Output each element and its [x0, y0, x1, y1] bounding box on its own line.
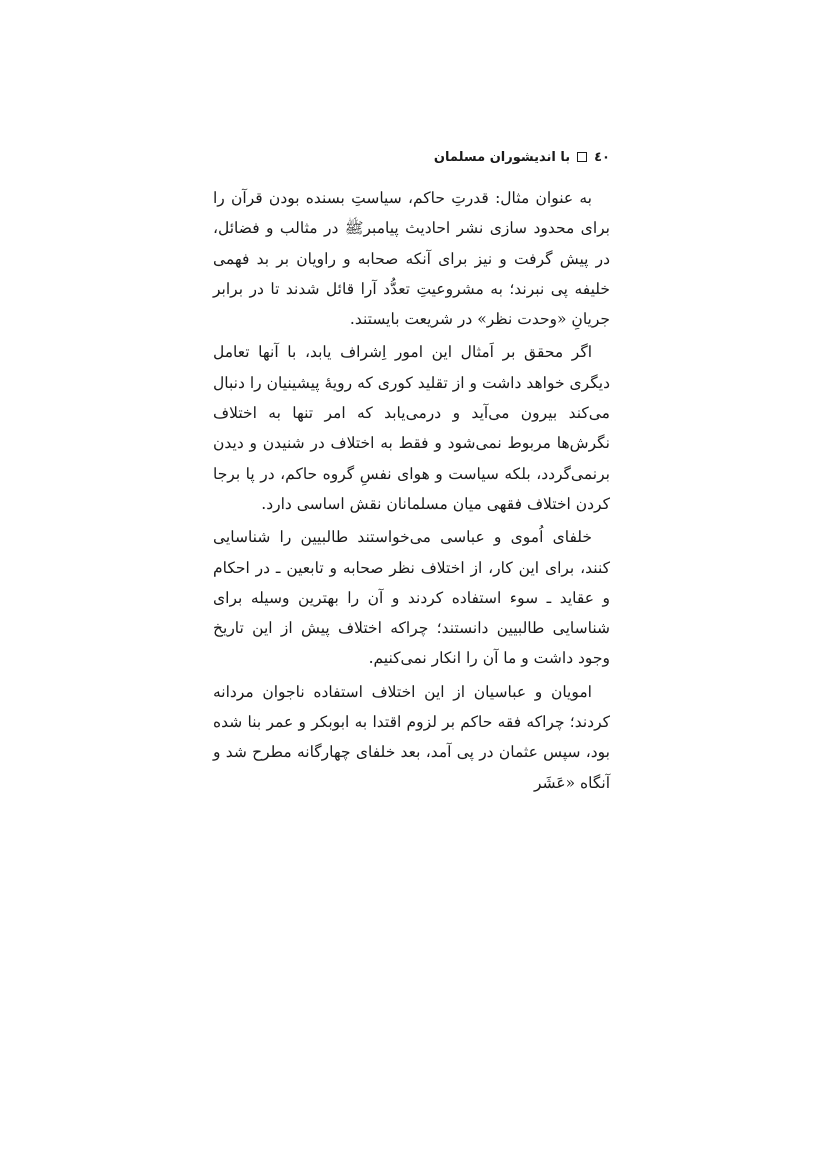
paragraph-4: امویان و عباسیان از این اختلاف استفاده ناجوان مردانه کردند؛ چراکه فقه حاکم بر لزوم اقتدا به ابوبکر و عمر بنا شده بود، سپس عثمان در پی آمد، بعد خلفای چهارگانه مطرح شد و آنگاه «عَشَر: [213, 682, 610, 792]
paragraph-2: اگر محقق بر اَمثال این امور اِشراف یابد، با آنها تعامل دیگری خواهد داشت و از تقلید کوری که رویهٔ پیشینیان را دنبال می‌کند بیرون می‌آید و درمی‌یابد که امر تنها به اختلاف نگرش‌ها مربوط نمی‌شود و فقط به اختلاف در شنیدن و دیدن برنمی‌گردد، بلکه سیاست و هوای نفسِ گروه حاکم، در پا برجا کردن اختلاف فقهی میان مسلمانان نقش اساسی دارد.: [213, 343, 610, 513]
page-header: [213, 145, 610, 169]
running-title: با اندیشوران مسلمان: [433, 149, 571, 165]
page-number: ٤٠: [594, 149, 610, 165]
square-bullet-icon: [577, 152, 587, 162]
body-text: [213, 183, 610, 801]
paragraph-1: به عنوان مثال: قدرتِ حاکم، سیاستِ بسنده بودن قرآن را برای محدود سازی نشر احادیث پیامبرﷺ در مثالب و فضائل، در پیش گرفت و نیز برای آنکه صحابه و راویان بر بد فهمی خلیفه پی نبرند؛ به مشروعیتِ تعدُّد آرا قائل شدند تا در برابر جریانِ «وحدت نظر» در شریعت بایستند.: [213, 189, 610, 329]
paragraph-3: خلفای اُموی و عباسی می‌خواستند طالبیین را شناسایی کنند، برای این کار، از اختلاف نظر صحابه و تابعین ـ در احکام و عقاید ـ سوء استفاده کردند و آن را بهترین وسیله برای شناسایی طالبیین دانستند؛ چراکه اختلاف پیش از این تاریخ وجود داشت و ما آن را انکار نمی‌کنیم.: [213, 528, 610, 668]
